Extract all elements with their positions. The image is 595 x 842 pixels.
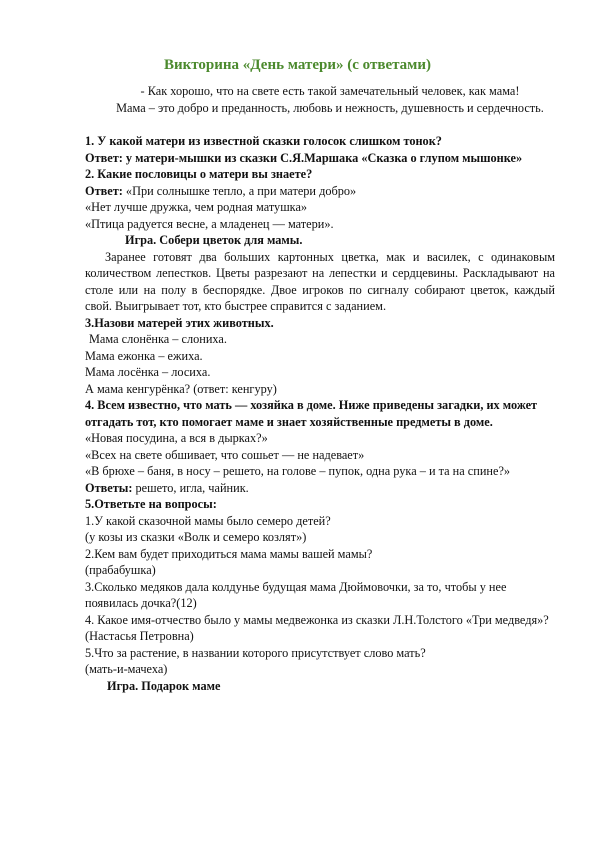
sub-question-2: 2.Кем вам будет приходиться мама мамы вашей мамы?: [85, 546, 373, 561]
riddle-1: «Новая посудина, а вся в дырках?»: [85, 431, 268, 445]
question-4: 4. Всем известно, что мать — хозяйка в доме. Ниже приведены загадки, их может отгадать тот, кто помогает маме и знает хозяйственные предметы в доме.: [85, 398, 538, 429]
game-1-description: Заранее готовят два больших картонных цветка, мак и василек, с одинаковым количеством лепестков. Цветы разрезают на лепестки и сердцевины. Раскладывают на столе или на полу в беспорядке. Двое игроков по сигналу собирают цветок, каждый свой. Выигрывает тот, кто быстрее справится с заданием.: [85, 249, 555, 313]
answer-3-line-1: Мама слонёнка – слониха.: [89, 332, 227, 346]
intro-line-2: Мама – это добро и преданность, любовь и нежность, душевность и сердечность.: [116, 100, 544, 115]
page-title: Викторина «День матери» (с ответами): [163, 57, 432, 73]
sub-answer-2: (прабабушка): [85, 563, 156, 577]
riddle-2: «Всех на свете обшивает, что сошьет — не надевает»: [85, 447, 365, 462]
game-1-title: Игра. Собери цветок для мамы.: [125, 233, 303, 247]
sub-question-1: 1.У какой сказочной мамы было семеро детей?: [85, 513, 331, 528]
sub-answer-1: (у козы из сказки «Волк и семеро козлят»): [85, 530, 307, 544]
answer-3-line-2: Мама ежонка – ежиха.: [85, 348, 203, 363]
answer-1: Ответ: у матери-мышки из сказки С.Я.Маршака «Сказка о глупом мышонке»: [85, 150, 523, 165]
answers-label: Ответы:: [85, 480, 133, 495]
sub-question-4: 4. Какое имя-отчество было у мамы медвежонка из сказки Л.Н.Толстого «Три медведя»?(Настасья Петровна): [85, 612, 549, 643]
intro-text: [110, 83, 550, 116]
riddle-3: «В брюхе – баня, в носу – решето, на голове – пупок, одна рука – и та на спине?»: [85, 464, 511, 478]
quiz-body: [85, 133, 555, 694]
sub-answer-5: (мать-и-мачеха): [85, 662, 168, 676]
game-2-title: Игра. Подарок маме: [107, 678, 221, 693]
answer-3-line-4: А мама кенгурёнка? (ответ: кенгуру): [85, 381, 277, 396]
question-5: 5.Ответьте на вопросы:: [85, 497, 217, 511]
question-3: 3.Назови матерей этих животных.: [85, 315, 274, 330]
answer-2-line-1: [85, 183, 555, 200]
answer-label: Ответ:: [85, 183, 123, 198]
answer-2-line-2: «Нет лучше дружка, чем родная матушка»: [85, 200, 308, 214]
intro-line-1: - Как хорошо, что на свете есть такой замечательный человек, как мама!: [140, 84, 520, 98]
answer-3-line-3: Мама лосёнка – лосиха.: [85, 365, 211, 379]
answer-2-text: «При солнышке тепло, а при матери добро»: [122, 183, 357, 198]
sub-question-3: 3.Сколько медяков дала колдунье будущая мама Дюймовочки, за то, чтобы у нее появилась дочка?(12): [85, 579, 507, 610]
answer-4-text: решето, игла, чайник.: [132, 480, 249, 495]
answer-4: [85, 480, 555, 497]
question-1: 1. У какой матери из известной сказки голосок слишком тонок?: [85, 134, 442, 148]
sub-question-5: 5.Что за растение, в названии которого присутствует слово мать?: [85, 645, 426, 660]
answer-2-line-3: «Птица радуется весне, а младенец — матери».: [85, 216, 334, 231]
question-2: 2. Какие пословицы о матери вы знаете?: [85, 167, 313, 181]
